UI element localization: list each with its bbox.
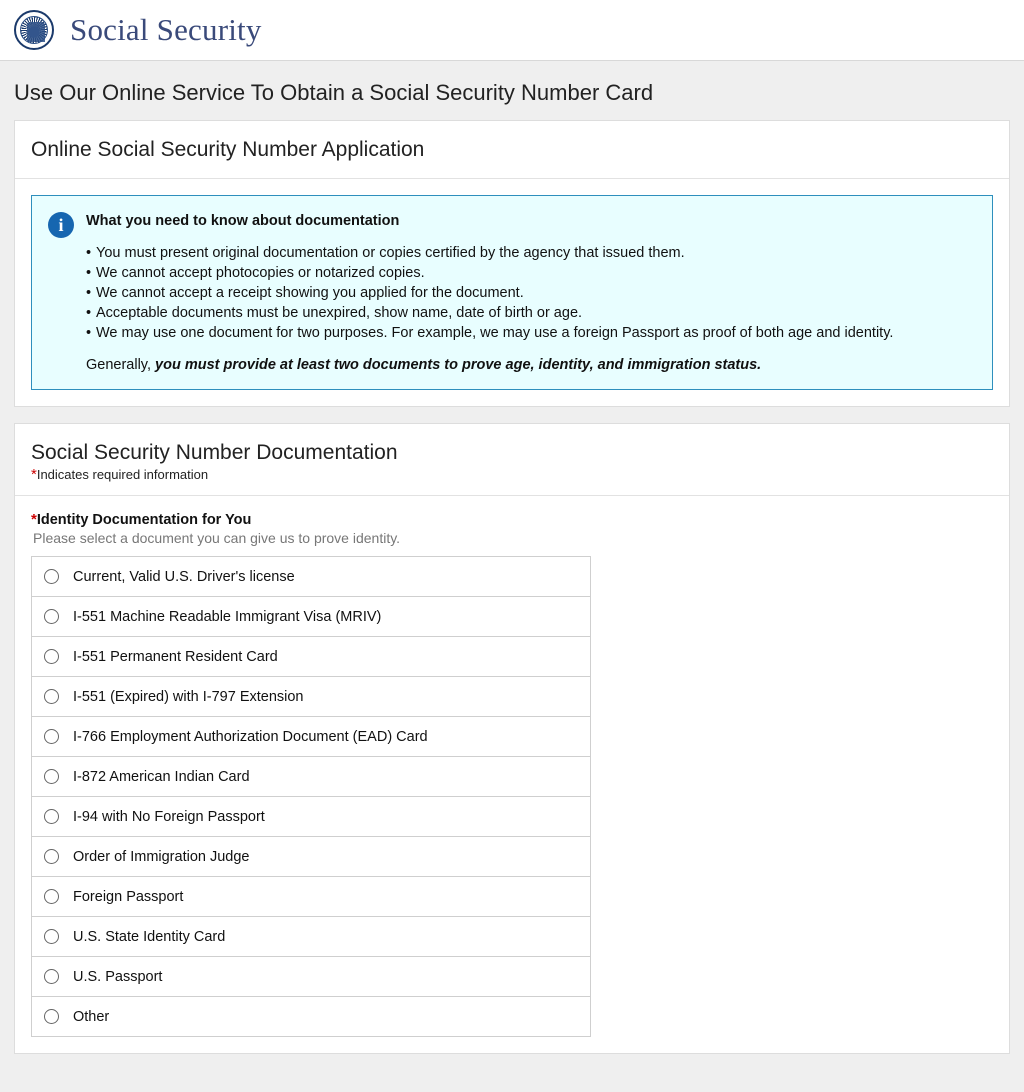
required-star: *	[31, 511, 37, 528]
identity-documentation-help: Please select a document you can give us to prove identity.	[33, 530, 401, 546]
radio-icon[interactable]	[44, 809, 59, 824]
documentation-panel-title: Social Security Number Documentation	[31, 441, 398, 464]
radio-option-i551-permanent-resident-card[interactable]	[32, 637, 590, 677]
ssa-seal-icon	[14, 10, 54, 50]
radio-option-i872-american-indian-card[interactable]	[32, 757, 590, 797]
radio-option-foreign-passport[interactable]	[32, 877, 590, 917]
application-panel-title: Online Social Security Number Application	[31, 138, 425, 161]
radio-option-label: Other	[73, 1008, 110, 1025]
required-star: *	[31, 466, 37, 483]
radio-option-label: I-551 Permanent Resident Card	[73, 648, 278, 665]
documentation-panel-body	[15, 496, 1009, 1053]
radio-option-label: I-766 Employment Authorization Document (EAD) Card	[73, 728, 428, 745]
info-box-title: What you need to know about documentation	[86, 213, 400, 229]
info-footnote	[86, 357, 976, 373]
radio-option-i766-ead-card[interactable]	[32, 717, 590, 757]
required-note	[31, 467, 993, 482]
application-panel-body	[15, 179, 1009, 406]
radio-option-label: I-872 American Indian Card	[73, 768, 250, 785]
radio-icon[interactable]	[44, 729, 59, 744]
radio-icon[interactable]	[44, 569, 59, 584]
radio-option-order-of-immigration-judge[interactable]	[32, 837, 590, 877]
radio-option-label: Current, Valid U.S. Driver's license	[73, 568, 295, 585]
radio-option-us-state-identity-card[interactable]	[32, 917, 590, 957]
documentation-panel	[14, 423, 1010, 1054]
radio-icon[interactable]	[44, 1009, 59, 1024]
radio-icon[interactable]	[44, 689, 59, 704]
radio-option-label: I-94 with No Foreign Passport	[73, 808, 265, 825]
list-item: • We may use one document for two purposes. For example, we may use a foreign Passport as proof of both age and identity.	[86, 323, 976, 343]
radio-option-other[interactable]	[32, 997, 590, 1037]
radio-icon[interactable]	[44, 649, 59, 664]
radio-option-label: U.S. Passport	[73, 968, 163, 985]
radio-option-label: I-551 Machine Readable Immigrant Visa (MRIV)	[73, 608, 382, 625]
radio-icon[interactable]	[44, 609, 59, 624]
application-panel-header	[15, 121, 1009, 179]
documentation-panel-header	[15, 424, 1009, 496]
radio-icon[interactable]	[44, 769, 59, 784]
radio-option-i551-expired-i797[interactable]	[32, 677, 590, 717]
radio-icon[interactable]	[44, 889, 59, 904]
application-panel	[14, 120, 1010, 407]
radio-option-drivers-license[interactable]	[32, 557, 590, 597]
identity-document-radio-group[interactable]	[31, 556, 591, 1037]
info-icon: i	[48, 212, 74, 238]
required-note-text: Indicates required information	[36, 467, 209, 482]
radio-option-i551-mriv[interactable]	[32, 597, 590, 637]
radio-option-i94-no-foreign-passport[interactable]	[32, 797, 590, 837]
page-title: Use Our Online Service To Obtain a Social Security Number Card	[0, 61, 1024, 120]
radio-option-label: Order of Immigration Judge	[73, 848, 250, 865]
info-content	[86, 210, 976, 373]
identity-documentation-label	[31, 512, 993, 528]
info-bullet-list	[86, 243, 976, 343]
info-footnote-lead: Generally,	[86, 357, 156, 373]
site-title: Social Security	[70, 12, 262, 47]
list-item: • We cannot accept photocopies or notarized copies.	[86, 263, 976, 283]
radio-icon[interactable]	[44, 929, 59, 944]
list-item: • You must present original documentation or copies certified by the agency that issued them.	[86, 243, 976, 263]
radio-icon[interactable]	[44, 969, 59, 984]
list-item: • We cannot accept a receipt showing you applied for the document.	[86, 283, 976, 303]
radio-icon[interactable]	[44, 849, 59, 864]
radio-option-label: U.S. State Identity Card	[73, 928, 226, 945]
documentation-info-box	[31, 195, 993, 390]
radio-option-us-passport[interactable]	[32, 957, 590, 997]
radio-option-label: I-551 (Expired) with I-797 Extension	[73, 688, 304, 705]
list-item: • Acceptable documents must be unexpired, show name, date of birth or age.	[86, 303, 976, 323]
radio-option-label: Foreign Passport	[73, 888, 184, 905]
site-header	[0, 0, 1024, 61]
identity-documentation-label-text: Identity Documentation for You	[36, 512, 252, 528]
info-footnote-emphasis: you must provide at least two documents to prove age, identity, and immigration status.	[155, 357, 762, 373]
